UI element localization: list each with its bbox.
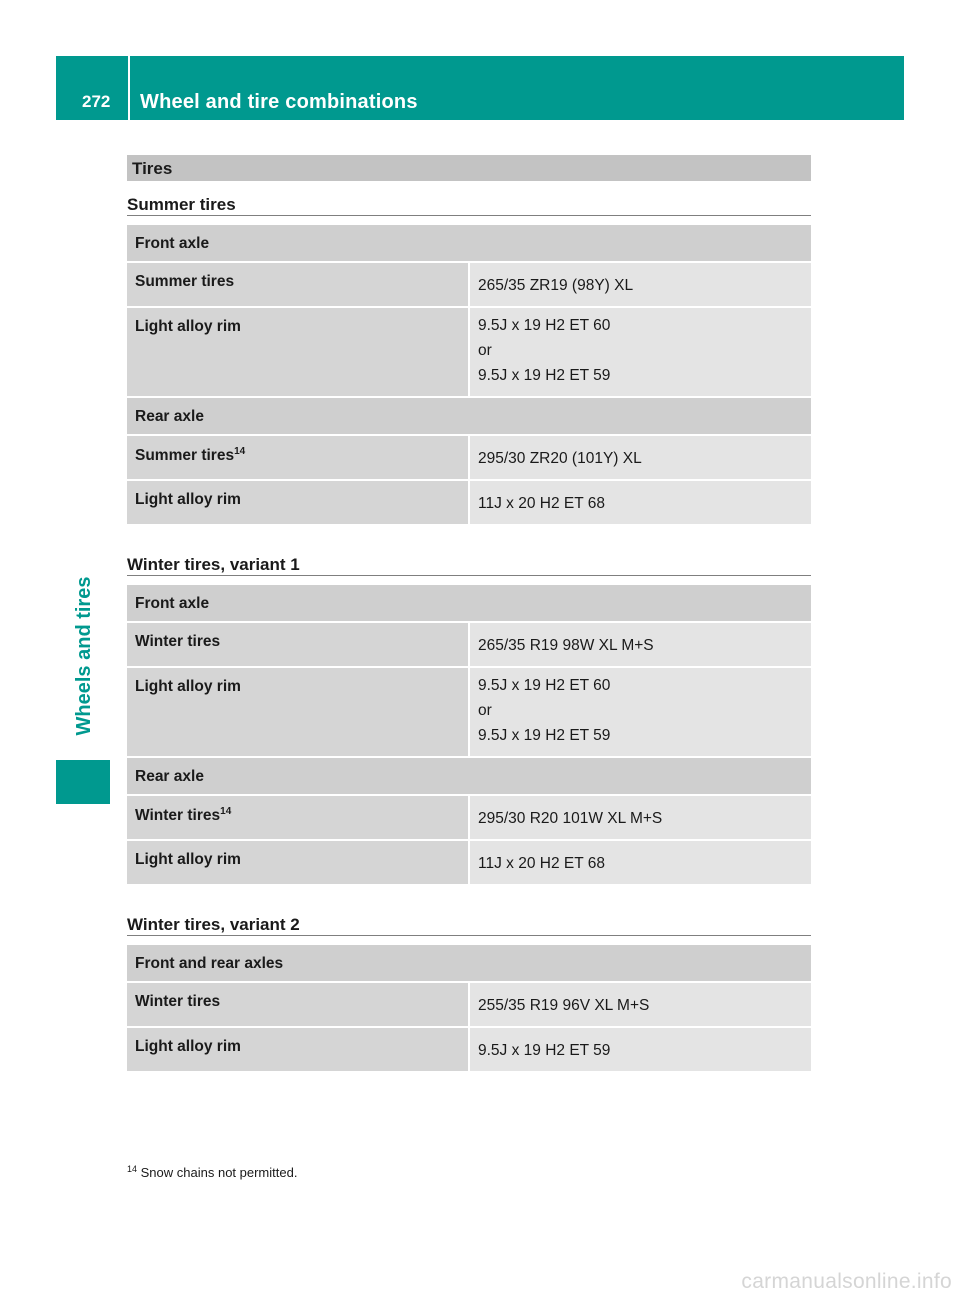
group-row	[127, 757, 811, 795]
spec-table	[127, 585, 811, 886]
row-value: 11J x 20 H2 ET 68	[478, 855, 605, 872]
page-number: 272	[82, 92, 111, 111]
watermark: carmanualsonline.info	[741, 1270, 952, 1293]
footnote-reference: 14	[234, 446, 246, 457]
chapter-side-label: Wheels and tires	[73, 576, 95, 736]
table-heading: Summer tires	[127, 186, 811, 216]
row-value: or	[478, 702, 492, 719]
table-row	[127, 982, 811, 1027]
row-value: 9.5J x 19 H2 ET 60	[478, 677, 611, 694]
row-label-cell	[127, 435, 469, 480]
table-row	[127, 795, 811, 840]
row-label-cell	[127, 622, 469, 667]
row-value-cell	[469, 262, 811, 307]
table-heading: Winter tires, variant 2	[127, 906, 811, 936]
table-row	[127, 435, 811, 480]
row-label: Light alloy rim	[135, 318, 241, 335]
spec-table	[127, 945, 811, 1073]
row-label-cell	[127, 307, 469, 397]
page-header	[56, 56, 904, 120]
row-value-cell	[469, 307, 811, 397]
row-label: Light alloy rim	[135, 851, 241, 868]
row-label: Winter tires	[135, 633, 221, 650]
table-row	[127, 480, 811, 525]
row-value: or	[478, 342, 492, 359]
group-title: Front axle	[127, 225, 811, 262]
row-value: 265/35 R19 98W XL M+S	[478, 637, 654, 654]
row-value-cell	[469, 435, 811, 480]
footnote	[127, 1164, 297, 1180]
row-value-cell	[469, 982, 811, 1027]
table-row	[127, 667, 811, 757]
row-value: 11J x 20 H2 ET 68	[478, 495, 605, 512]
row-value: 255/35 R19 96V XL M+S	[478, 997, 650, 1014]
row-label-cell	[127, 480, 469, 525]
row-value-cell	[469, 480, 811, 525]
row-value-cell	[469, 667, 811, 757]
table-row	[127, 1027, 811, 1072]
row-value: 295/30 R20 101W XL M+S	[478, 810, 663, 827]
row-label: Summer tires	[135, 273, 235, 290]
row-label: Winter tires	[135, 993, 221, 1010]
row-value: 9.5J x 19 H2 ET 59	[478, 367, 611, 384]
group-row	[127, 225, 811, 262]
footnote-text: Snow chains not permitted.	[140, 1165, 298, 1180]
table-row	[127, 622, 811, 667]
row-value-cell	[469, 622, 811, 667]
row-label: Light alloy rim	[135, 491, 241, 508]
footnote-marker: 14	[127, 1164, 138, 1174]
row-label: Summer tires	[135, 447, 235, 465]
table-heading: Winter tires, variant 1	[127, 546, 811, 576]
footnote-reference: 14	[220, 806, 232, 817]
group-row	[127, 397, 811, 435]
group-row	[127, 585, 811, 622]
spec-table	[127, 225, 811, 526]
row-label: Light alloy rim	[135, 678, 241, 695]
row-label-cell	[127, 667, 469, 757]
row-value: 9.5J x 19 H2 ET 59	[478, 727, 611, 744]
row-label: Light alloy rim	[135, 1038, 241, 1055]
row-label-cell	[127, 840, 469, 885]
table-row	[127, 307, 811, 397]
group-title: Rear axle	[127, 757, 811, 795]
section-title: Tires	[127, 155, 811, 181]
row-label-cell	[127, 795, 469, 840]
group-title: Rear axle	[127, 397, 811, 435]
group-row	[127, 945, 811, 982]
row-value-cell	[469, 795, 811, 840]
group-title: Front axle	[127, 585, 811, 622]
row-value-cell	[469, 1027, 811, 1072]
group-title: Front and rear axles	[127, 945, 811, 982]
header-divider	[128, 56, 130, 120]
row-value-cell	[469, 840, 811, 885]
row-value: 9.5J x 19 H2 ET 59	[478, 1042, 611, 1059]
row-label-cell	[127, 1027, 469, 1072]
table-row	[127, 262, 811, 307]
row-label-cell	[127, 982, 469, 1027]
table-row	[127, 840, 811, 885]
row-label: Winter tires	[135, 807, 221, 825]
main-content	[127, 155, 811, 1073]
row-label-cell	[127, 262, 469, 307]
page-title: Wheel and tire combinations	[140, 91, 418, 113]
tables-container	[127, 186, 811, 1073]
row-value: 265/35 ZR19 (98Y) XL	[478, 277, 634, 294]
row-value: 9.5J x 19 H2 ET 60	[478, 317, 611, 334]
row-value: 295/30 ZR20 (101Y) XL	[478, 450, 642, 467]
